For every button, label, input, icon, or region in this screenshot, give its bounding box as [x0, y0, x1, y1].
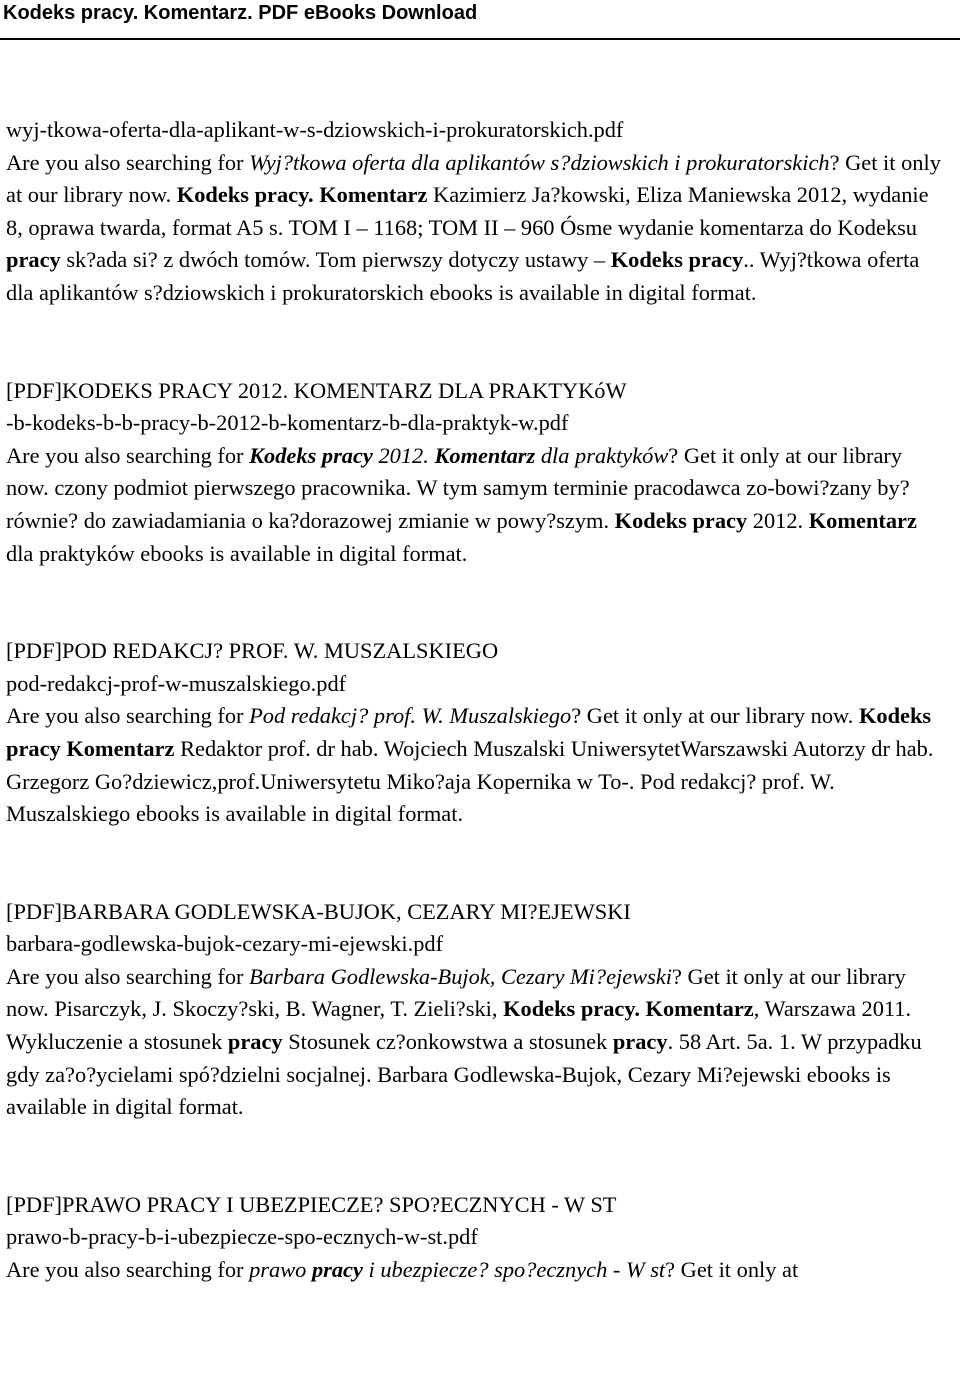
result-entry — [6, 114, 948, 310]
result-description: Are you also searching for Kodeks pracy 2012. Komentarz dla praktyków? Get it only at our library now. czony podmiot pierwszego pracownika. W tym samym terminie pracodawca zo-bowi?zany by? równie? do zawiadamiania o ka?dorazowej zmianie w powy?szym. Kodeks pracy 2012. Komentarz dla praktyków ebooks is available in digital format. — [6, 442, 917, 566]
search-title: Wyj?tkowa oferta dla aplikantów s?dziowskich i prokuratorskich — [249, 149, 830, 175]
result-entry — [6, 635, 948, 831]
result-description: Are you also searching for Wyj?tkowa oferta dla aplikantów s?dziowskich i prokuratorskich? Get it only at our library now. Kodeks pracy. Komentarz Kazimierz Ja?kowski, Eliza Maniewska 2012, wydanie 8, oprawa twarda, format A5 s. TOM I – 1168; TOM II – 960 Ósme wydanie komentarza do Kodeksu pracy sk?ada si? z dwóch tomów. Tom pierwszy dotyczy ustawy – Kodeks pracy.. Wyj?tkowa oferta dla aplikantów s?dziowskich i prokuratorskich ebooks is available in digital format. — [6, 149, 941, 305]
result-filename[interactable]: pod-redakcj-prof-w-muszalskiego.pdf — [6, 670, 347, 696]
result-entry — [6, 375, 948, 571]
result-filename[interactable]: -b-kodeks-b-b-pracy-b-2012-b-komentarz-b-dla-praktyk-w.pdf — [6, 410, 569, 436]
result-title[interactable]: [PDF]POD REDAKCJ? PROF. W. MUSZALSKIEGO — [6, 638, 499, 664]
results-list — [0, 40, 960, 1287]
result-description: Are you also searching for prawo pracy i ubezpiecze? spo?ecznych - W st? Get it only at — [6, 1257, 799, 1283]
search-title: Pod redakcj? prof. W. Muszalskiego — [249, 703, 572, 729]
result-filename[interactable]: barbara-godlewska-bujok-cezary-mi-ejewski.pdf — [6, 931, 444, 957]
result-filename[interactable]: wyj-tkowa-oferta-dla-aplikant-w-s-dziowskich-i-prokuratorskich.pdf — [6, 117, 624, 142]
result-description: Are you also searching for Pod redakcj? prof. W. Muszalskiego? Get it only at our library now. Kodeks pracy Komentarz Redaktor prof. dr hab. Wojciech Muszalski UniwersytetWarszawski Autorzy dr hab. Grzegorz Go?dziewicz,prof.Uniwersytetu Miko?aja Kopernika w To-. Pod redakcj? prof. W. Muszalskiego ebooks is available in digital format. — [6, 703, 934, 827]
result-title[interactable]: [PDF]PRAWO PRACY I UBEZPIECZE? SPO?ECZNYCH - W ST — [6, 1191, 617, 1217]
result-entry — [6, 896, 948, 1124]
result-title[interactable]: [PDF]BARBARA GODLEWSKA-BUJOK, CEZARY MI?EJEWSKI — [6, 898, 631, 924]
result-filename[interactable]: prawo-b-pracy-b-i-ubezpiecze-spo-ecznych-w-st.pdf — [6, 1224, 478, 1250]
result-description: Are you also searching for Barbara Godlewska-Bujok, Cezary Mi?ejewski? Get it only at our library now. Pisarczyk, J. Skoczy?ski, B. Wagner, T. Zieli?ski, Kodeks pracy. Komentarz, Warszawa 2011. Wykluczenie a stosunek pracy Stosunek cz?onkowstwa a stosunek pracy. 58 Art. 5a. 1. W przypadku gdy za?o?ycielami spó?dzielni socjalnej. Barbara Godlewska-Bujok, Cezary Mi?ejewski ebooks is available in digital format. — [6, 963, 922, 1120]
result-entry — [6, 1189, 948, 1287]
search-title: Barbara Godlewska-Bujok, Cezary Mi?ejewski — [249, 963, 672, 989]
result-title[interactable]: [PDF]KODEKS PRACY 2012. KOMENTARZ DLA PRAKTYKóW — [6, 377, 627, 403]
page-header — [0, 0, 960, 40]
page-title: Kodeks pracy. Komentarz. PDF eBooks Download — [3, 2, 478, 24]
